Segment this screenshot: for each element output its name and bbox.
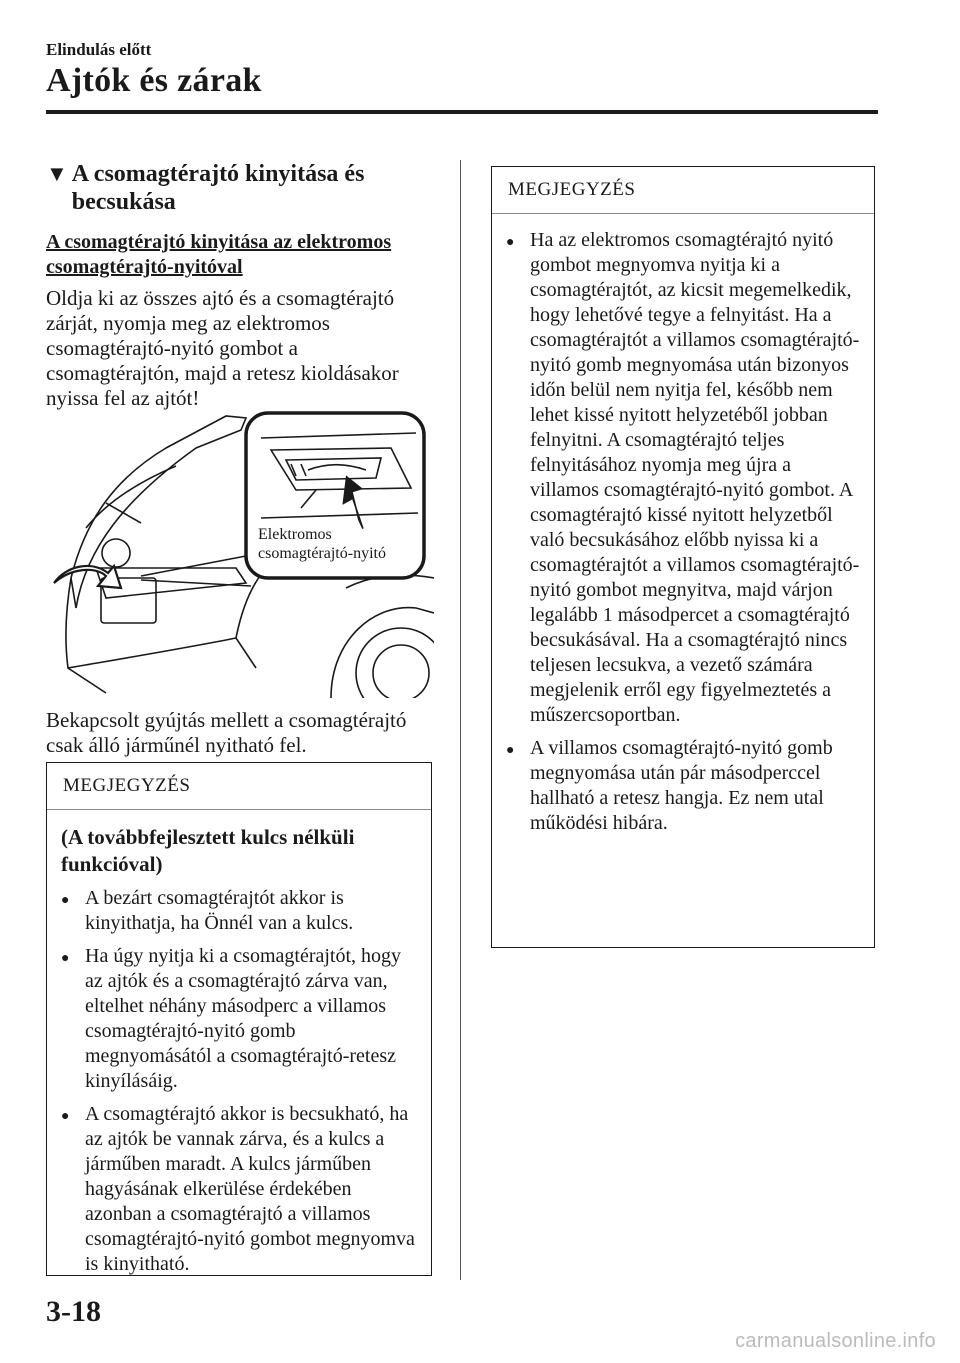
list-item (61, 1102, 417, 1277)
bullet-icon: ● (61, 893, 70, 908)
column-divider (460, 160, 461, 1280)
list-item-text: Ha az elektromos csomagtérajtó nyitó gombot megnyomva nyitja ki a csomagtérajtót, az kicsit megemelkedik, hogy lehetővé tegye a felnyitást. Ha a csomagtérajtót a villamos csomagtérajtó-nyitó gomb megnyomása után bizonyos időn belül nem nyitja fel, később nem lehet kissé nyitott helyzetéből jobban felnyitni. A csomagtérajtó teljes felnyitásához nyomja meg újra a villamos csomagtérajtó-nyitó gombot. A csomagtérajtó kissé nyitott helyzetből való becsukásához előbb nyissa ki a csomagtérajtót a villamos csomagtérajtó-nyitó gombot megnyitva, majd várjon legalább 1 másodpercet a csomagtérajtó becsukásával. Ha a csomagtérajtó nincs teljesen lecsukva, a vezető számára megjelenik erről egy figyelmeztetés a műszercsoportban. (530, 229, 860, 726)
paragraph-ignition-condition: Bekapcsolt gyújtás mellett a csomagtérajtó csak álló járműnél nyitható fel. (46, 708, 407, 757)
paragraph-opening-instructions: Oldja ki az összes ajtó és a csomagtérajtó zárját, nyomja meg az elektromos csomagtérajtó-nyitó gombot a csomagtérajtón, majd a retesz kioldásakor nyissa fel az ajtót! (46, 286, 399, 410)
note-box-liftgate (491, 166, 875, 948)
callout-label-line-1: Elektromos (258, 526, 332, 543)
wiper-line (86, 466, 176, 528)
note-subheading: (A továbbfejlesztett kulcs nélküli funkcióval) (61, 825, 355, 876)
note-title: MEGJEGYZÉS (492, 167, 874, 214)
callout-label-line-2: csomagtérajtó-nyitó (258, 545, 386, 562)
watermark: carmanualsonline.info (735, 1330, 936, 1352)
page-number: 3-18 (46, 1295, 101, 1328)
breadcrumb: Elindulás előtt (46, 40, 152, 59)
bullet-icon: ● (506, 743, 515, 758)
list-item (61, 886, 417, 936)
bullet-icon: ● (61, 1109, 70, 1124)
push-arrow-icon (54, 566, 121, 588)
section-heading (46, 160, 431, 216)
emblem-circle (102, 539, 130, 567)
bullet-icon: ● (61, 951, 70, 966)
note-body (492, 214, 874, 854)
callout-label (258, 525, 386, 563)
note-body (47, 810, 431, 1295)
note-title: MEGJEGYZÉS (47, 763, 431, 810)
wheel-inner (373, 645, 429, 698)
wheel-outer (356, 628, 434, 698)
list-item-text: A csomagtérajtó akkor is becsukható, ha az ajtók be vannak zárva, és a kulcs a járműben maradt. A kulcs járműben hagyásának elkerülése érdekében azonban a csomagtérajtó a villamos csomagtérajtó-nyitó gombot megnyomva is kinyitható. (85, 1103, 415, 1275)
tailgate-left-edge (66, 578, 106, 693)
rear-window-outline (71, 416, 246, 608)
list-item (506, 228, 860, 728)
triangle-down-icon: ▼ (46, 161, 68, 186)
page-title: Ajtók és zárak (46, 62, 262, 99)
list-item-text: Ha úgy nyitja ki a csomagtérajtót, hogy az ajtók és a csomagtérajtó zárva van, eltelhet néhány másodperc a villamos csomagtérajtó-nyitó gomb megnyomásától a csomagtérajtó-retesz kinyílásáig. (85, 945, 402, 1092)
bullet-icon: ● (506, 235, 515, 250)
wiper-arm (106, 503, 141, 523)
sub-heading: A csomagtérajtó kinyitása az elektromos csomagtérajtó-nyitóval (46, 231, 392, 278)
header-rule (46, 110, 878, 114)
note-box-keyless (46, 762, 432, 1276)
list-item-text: A villamos csomagtérajtó-nyitó gomb megnyomása után pár másodperccel hallható a retesz hangja. Ez nem utal működési hibára. (530, 737, 833, 834)
list-item (61, 944, 417, 1094)
left-column (46, 160, 431, 411)
list-item-text: A bezárt csomagtérajtót akkor is kinyithatja, ha Önnél van a kulcs. (85, 887, 354, 934)
callout-leader-top (141, 556, 246, 576)
list-item (506, 736, 860, 836)
bumper-line (68, 638, 256, 668)
section-heading-text: A csomagtérajtó kinyitása és becsukása (71, 161, 365, 215)
callout-leader-bottom (141, 580, 251, 586)
